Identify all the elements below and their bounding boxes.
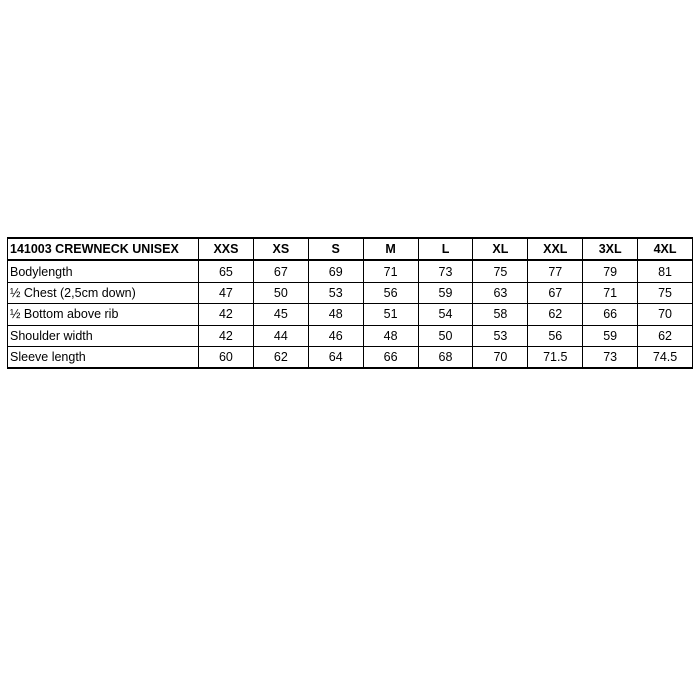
- table-cell: 75: [638, 282, 693, 303]
- table-cell: 71.5: [528, 346, 583, 368]
- size-header-l: L: [418, 238, 473, 260]
- table-cell: 71: [363, 260, 418, 282]
- table-row: [8, 304, 693, 325]
- size-header-xxs: XXS: [199, 238, 254, 260]
- table-cell: 68: [418, 346, 473, 368]
- size-header-m: M: [363, 238, 418, 260]
- size-header-xs: XS: [253, 238, 308, 260]
- table-cell: 46: [308, 325, 363, 346]
- table-cell: 79: [583, 260, 638, 282]
- table-cell: 67: [528, 282, 583, 303]
- table-cell: 59: [583, 325, 638, 346]
- table-cell: 65: [199, 260, 254, 282]
- size-header-xxl: XXL: [528, 238, 583, 260]
- size-header-3xl: 3XL: [583, 238, 638, 260]
- table-cell: 73: [418, 260, 473, 282]
- row-label: ½ Chest (2,5cm down): [8, 282, 199, 303]
- size-header-4xl: 4XL: [638, 238, 693, 260]
- table-cell: 62: [638, 325, 693, 346]
- table-cell: 56: [363, 282, 418, 303]
- table-cell: 62: [253, 346, 308, 368]
- row-label: Bodylength: [8, 260, 199, 282]
- table-cell: 66: [583, 304, 638, 325]
- table-cell: 70: [473, 346, 528, 368]
- table-cell: 42: [199, 304, 254, 325]
- table-cell: 42: [199, 325, 254, 346]
- table-row: [8, 260, 693, 282]
- table-cell: 67: [253, 260, 308, 282]
- table-cell: 62: [528, 304, 583, 325]
- table-cell: 63: [473, 282, 528, 303]
- row-label: Shoulder width: [8, 325, 199, 346]
- table-cell: 48: [308, 304, 363, 325]
- table-cell: 45: [253, 304, 308, 325]
- table-cell: 69: [308, 260, 363, 282]
- header-row: [8, 238, 693, 260]
- row-label: Sleeve length: [8, 346, 199, 368]
- size-chart-table: [7, 237, 693, 369]
- size-header-s: S: [308, 238, 363, 260]
- table-title: 141003 CREWNECK UNISEX: [8, 238, 199, 260]
- table-cell: 54: [418, 304, 473, 325]
- table-cell: 77: [528, 260, 583, 282]
- size-header-xl: XL: [473, 238, 528, 260]
- table-cell: 73: [583, 346, 638, 368]
- table-cell: 51: [363, 304, 418, 325]
- table-row: [8, 325, 693, 346]
- table-cell: 58: [473, 304, 528, 325]
- table-cell: 75: [473, 260, 528, 282]
- table-cell: 56: [528, 325, 583, 346]
- table-cell: 53: [473, 325, 528, 346]
- table-cell: 47: [199, 282, 254, 303]
- table-cell: 53: [308, 282, 363, 303]
- table-row: [8, 282, 693, 303]
- row-label: ½ Bottom above rib: [8, 304, 199, 325]
- table-cell: 74.5: [638, 346, 693, 368]
- table-cell: 50: [253, 282, 308, 303]
- table-cell: 59: [418, 282, 473, 303]
- table-cell: 48: [363, 325, 418, 346]
- table-cell: 50: [418, 325, 473, 346]
- table-row: [8, 346, 693, 368]
- table-cell: 66: [363, 346, 418, 368]
- table-cell: 71: [583, 282, 638, 303]
- table-cell: 44: [253, 325, 308, 346]
- table-cell: 70: [638, 304, 693, 325]
- table-cell: 60: [199, 346, 254, 368]
- table-cell: 64: [308, 346, 363, 368]
- table-cell: 81: [638, 260, 693, 282]
